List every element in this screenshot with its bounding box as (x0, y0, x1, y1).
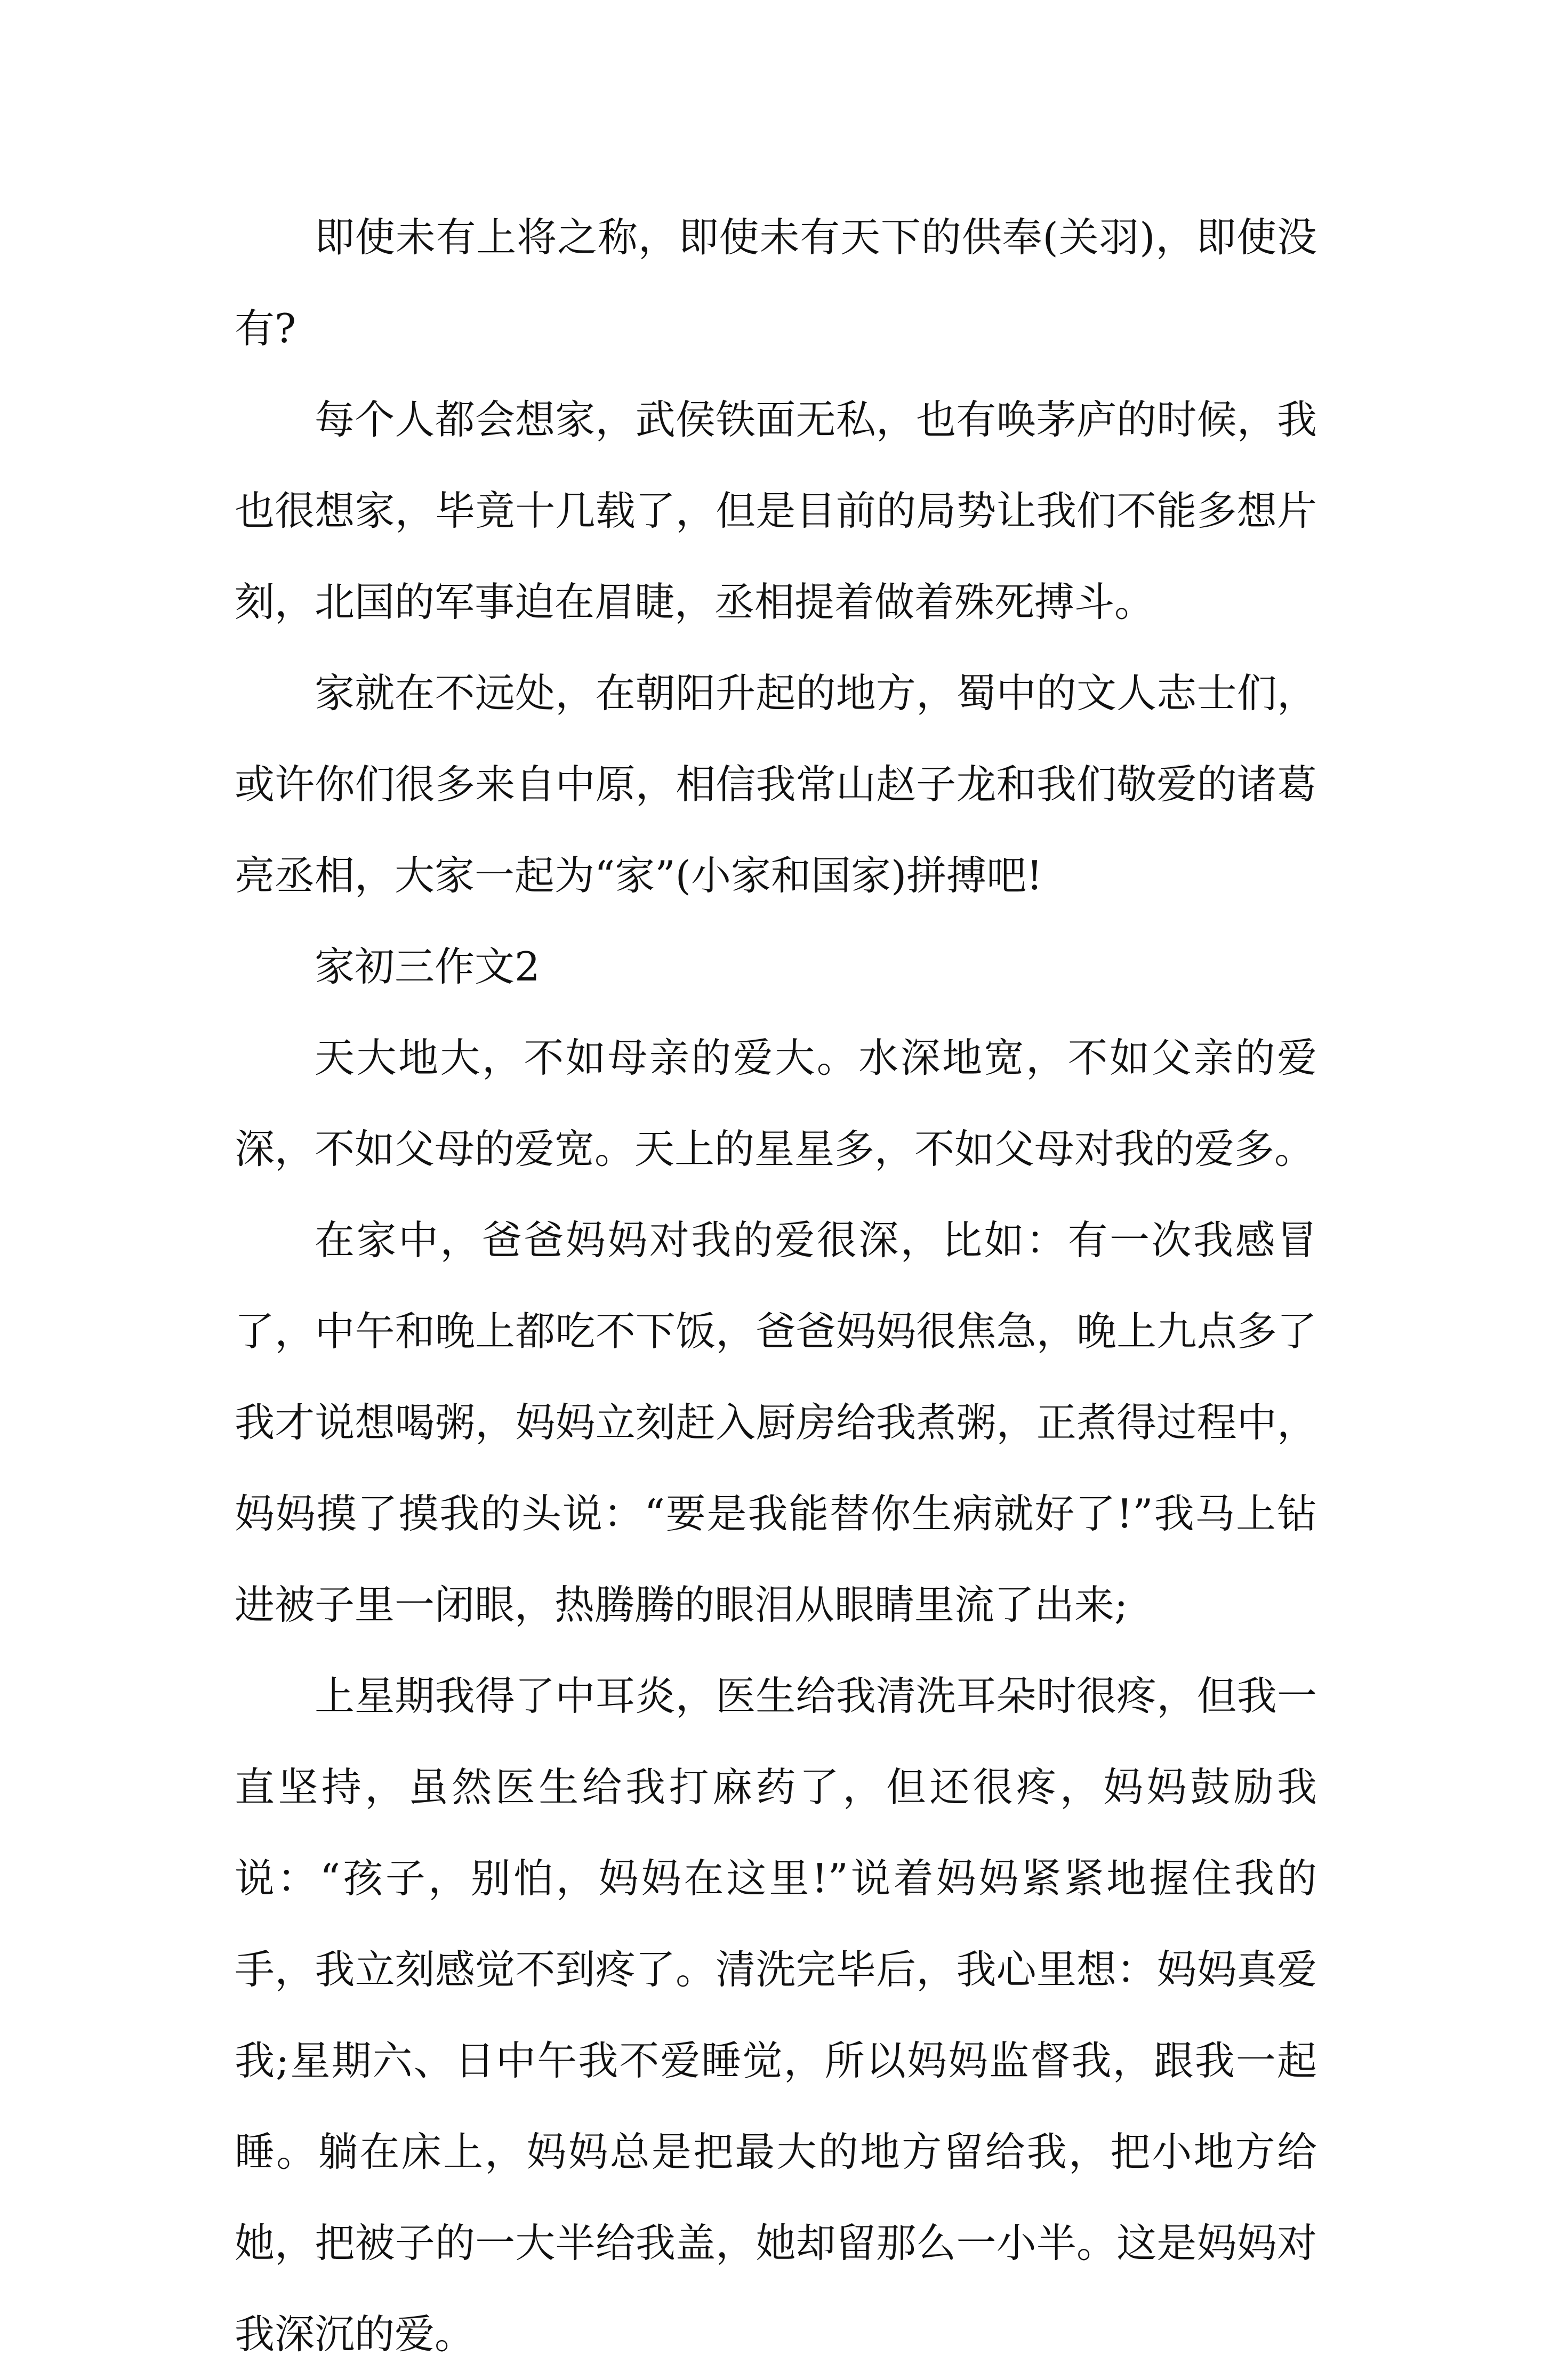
paragraph-1: 即使未有上将之称，即使未有天下的供奉(关羽)，即使没有? (235, 214, 1317, 352)
paragraph-2: 每个人都会想家，武侯铁面无私，也有唤茅庐的时候，我也很想家，毕竟十几载了，但是目前的局势让我们不能多想片刻，北国的军事迫在眉睫，丞相提着做着殊死搏斗。 (235, 396, 1317, 625)
paragraph-4: 天大地大，不如母亲的爱大。水深地宽，不如父亲的爱深，不如父母的爱宽。天上的星星多，不如父母对我的爱多。 (235, 1034, 1317, 1172)
paragraph-5: 在家中，爸爸妈妈对我的爱很深，比如：有一次我感冒了，中午和晚上都吃不下饭，爸爸妈妈很焦急，晚上九点多了我才说想喝粥，妈妈立刻赶入厨房给我煮粥，正煮得过程中，妈妈摸了摸我的头说：“要是我能替你生病就好了!”我马上钻进被子里一闭眼，热腾腾的眼泪从眼睛里流了出来; (235, 1217, 1317, 1628)
paragraph-6: 上星期我得了中耳炎，医生给我清洗耳朵时很疼，但我一直坚持，虽然医生给我打麻药了，但还很疼，妈妈鼓励我说：“孩子，别怕，妈妈在这里!”说着妈妈紧紧地握住我的手，我立刻感觉不到疼了。清洗完毕后，我心里想：妈妈真爱我;星期六、日中午我不爱睡觉，所以妈妈监督我，跟我一起睡。躺在床上，妈妈总是把最大的地方留给我，把小地方给她，把被子的一大半给我盖，她却留那么一小半。这是妈妈对我深沉的爱。 (235, 1673, 1317, 2358)
paragraph-3: 家就在不远处，在朝阳升起的地方，蜀中的文人志士们，或许你们很多来自中原，相信我常山赵子龙和我们敬爱的诸葛亮丞相，大家一起为“家”(小家和国家)拼搏吧! (235, 670, 1317, 899)
essay-body (235, 192, 1317, 2380)
essay-title: 家初三作文2 (315, 943, 540, 990)
